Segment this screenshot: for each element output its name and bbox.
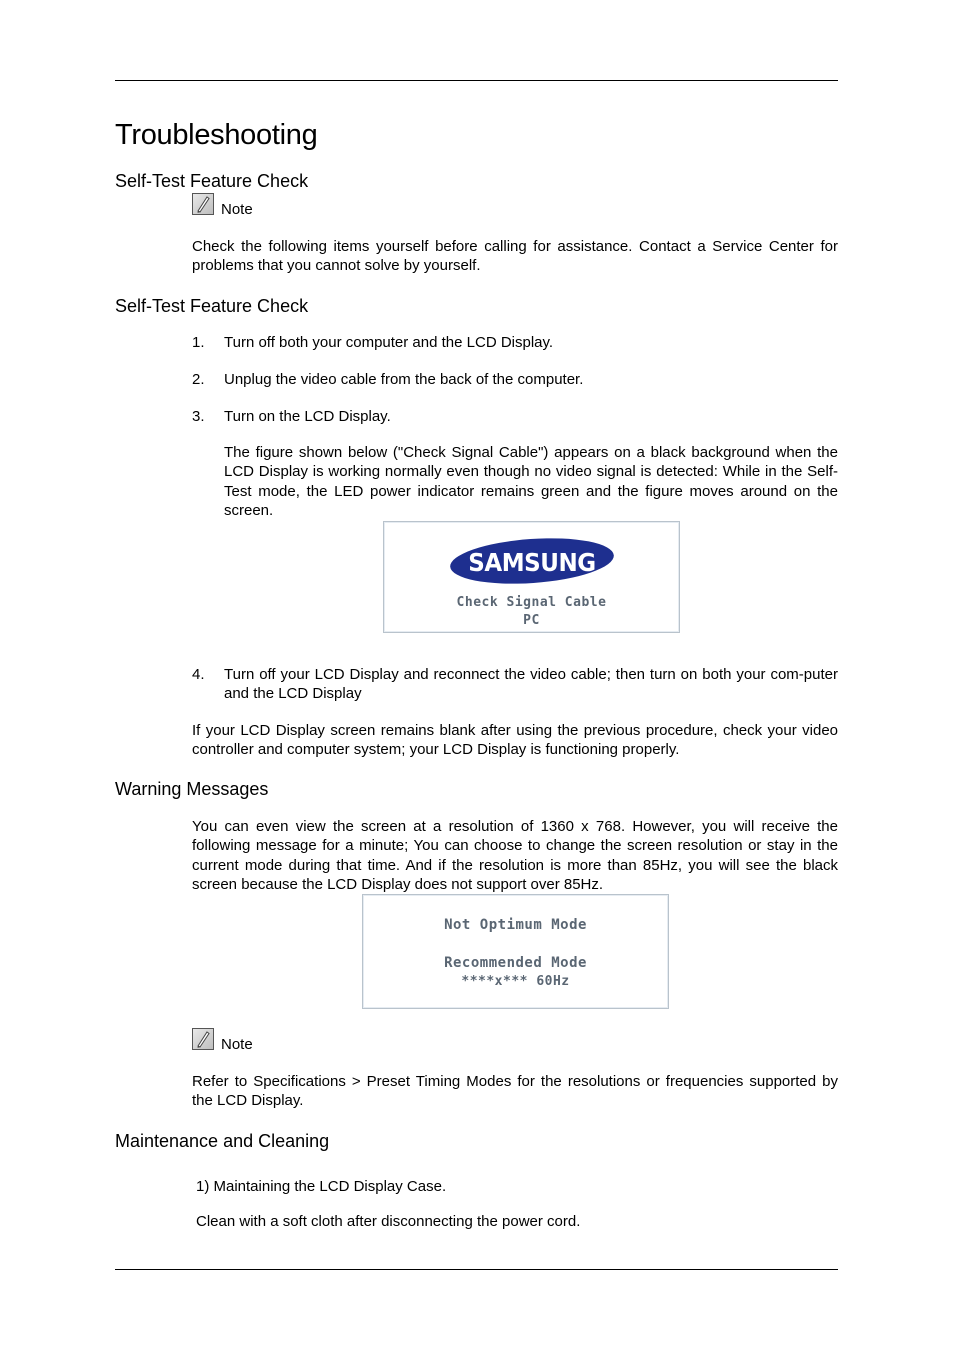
osd-line-recommended: Recommended Mode <box>444 955 587 971</box>
samsung-logo-text: SAMSUNG <box>468 548 596 577</box>
maintenance-item: 1) Maintaining the LCD Display Case. <box>196 1178 447 1195</box>
step-text: Turn on the LCD Display. <box>224 408 391 425</box>
note-pencil-icon <box>192 193 214 215</box>
page-title: Troubleshooting <box>115 119 318 151</box>
note-label: Note <box>221 1036 253 1053</box>
section-heading-self-test-2: Self-Test Feature Check <box>115 296 309 316</box>
note-text-2: Refer to Specifications > Preset Timing Modes for the resolutions or frequencies supported by the LCD Display. <box>192 1073 838 1110</box>
osd-line-not-optimum: Not Optimum Mode <box>444 917 587 933</box>
maintenance-text: Clean with a soft cloth after disconnecting the power cord. <box>196 1213 581 1230</box>
section-heading-self-test-1: Self-Test Feature Check <box>115 171 309 191</box>
figure-text-highlight: Check Signal Cable <box>403 444 539 461</box>
not-optimum-mode-osd <box>362 894 669 1009</box>
note-label: Note <box>221 201 253 218</box>
step-text: Unplug the video cable from the back of the computer. <box>224 371 584 388</box>
osd-line-pc: PC <box>523 613 540 628</box>
step-number: 4. <box>192 666 205 683</box>
section-heading-warning: Warning Messages <box>115 779 269 799</box>
samsung-logo <box>449 536 615 586</box>
section-heading-maintenance: Maintenance and Cleaning <box>115 1131 330 1151</box>
note-text-1: Check the following items yourself before calling for assistance. Contact a Service Center for problems that you cannot solve by yourself. <box>192 238 838 275</box>
step-text: Turn off your LCD Display and reconnect the video cable; then turn on both your com-puter and the LCD Display <box>224 666 838 703</box>
footer-rule <box>115 1269 838 1270</box>
check-signal-cable-osd <box>383 521 680 633</box>
step-text: Turn off both your computer and the LCD Display. <box>224 334 554 351</box>
step-number: 2. <box>192 371 205 388</box>
step-number: 1. <box>192 334 205 351</box>
step-number: 3. <box>192 408 205 425</box>
osd-line-resolution: ****x*** 60Hz <box>461 974 570 989</box>
closing-paragraph: If your LCD Display screen remains blank after using the previous procedure, check your video controller and computer system; your LCD Display is functioning properly. <box>192 722 838 759</box>
warning-paragraph: You can even view the screen at a resolution of 1360 x 768. However, you will receive the following message for a minute; You can choose to change the screen resolution or stay in the current mode during that time. And if the resolution is more than 85Hz, you will see the black screen because the LCD Display does not support over 85Hz. <box>192 818 838 893</box>
osd-line-check-signal: Check Signal Cable <box>456 595 607 610</box>
header-rule <box>115 80 838 81</box>
figure-text-post: ") appears on a black background when the LCD Display is working normally even though no video signal is detected: While in the Self-Test mode, the LED power indicator remains green and the figure moves around on the screen. <box>224 444 838 519</box>
note-pencil-icon <box>192 1028 214 1050</box>
figure-description <box>224 443 838 520</box>
figure-text-pre: The figure shown below (" <box>224 444 404 461</box>
